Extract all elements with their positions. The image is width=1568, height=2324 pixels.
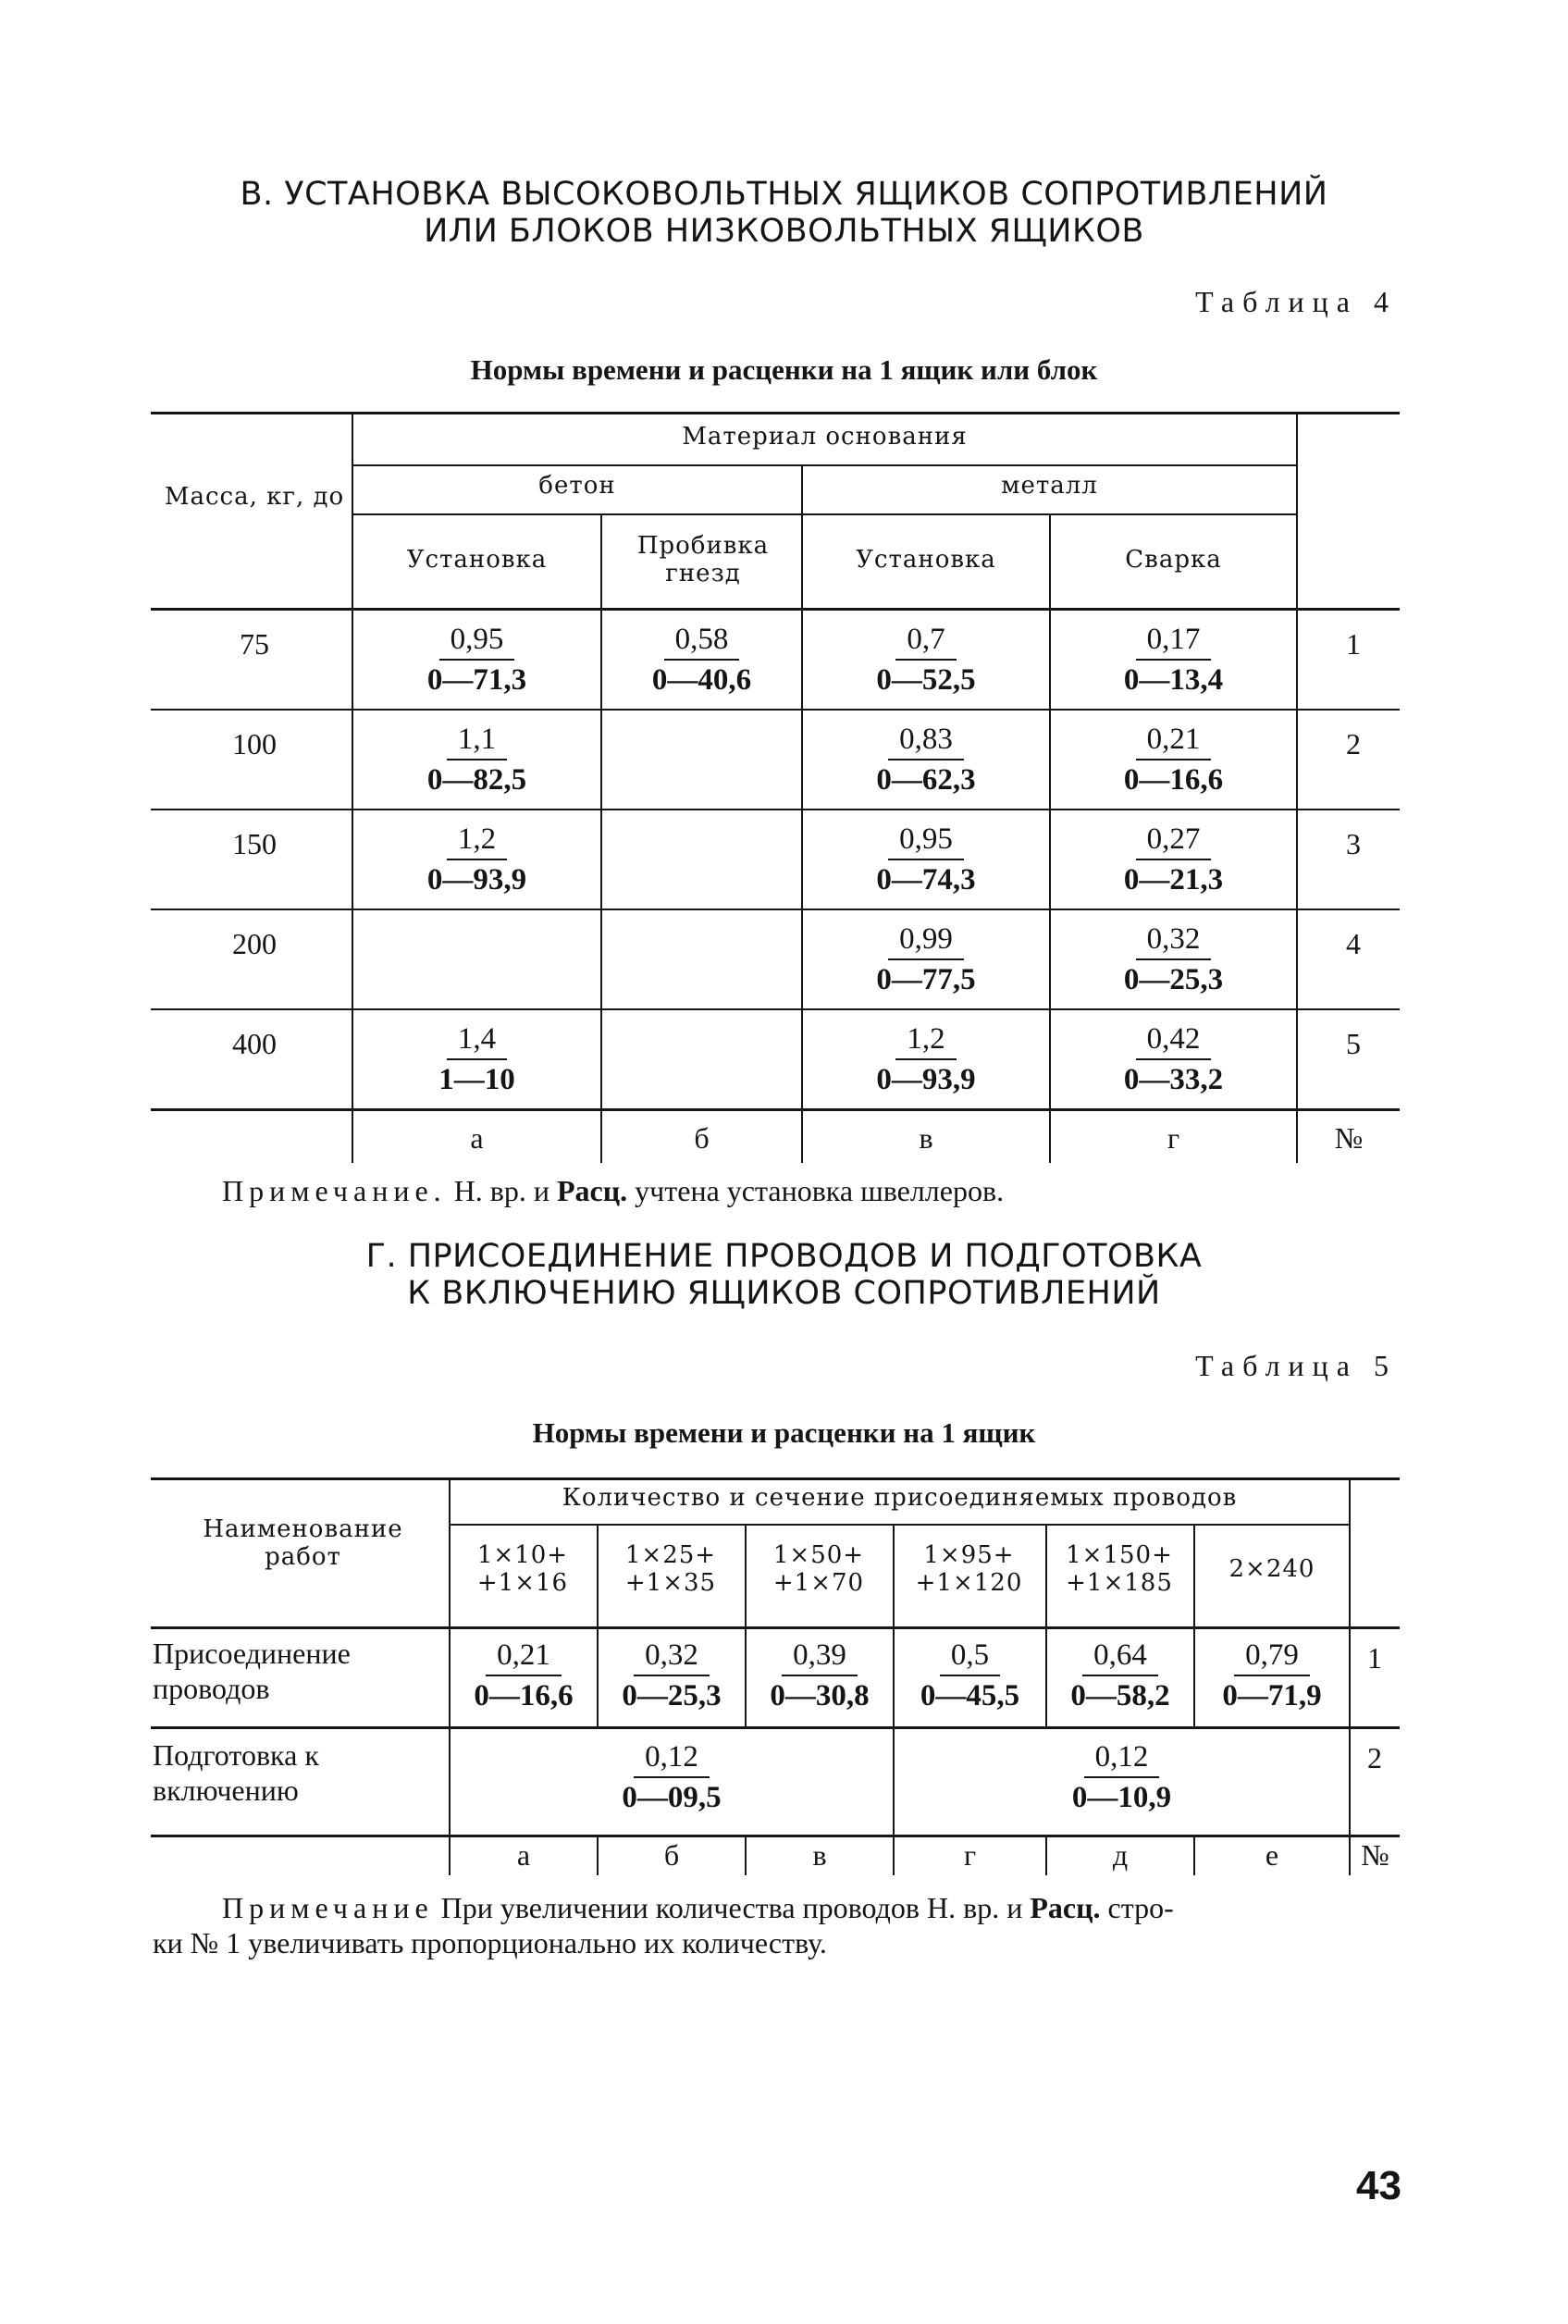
row-name: Присоединение проводов xyxy=(153,1637,351,1705)
rate-den: 0—93,9 xyxy=(876,1063,976,1096)
footer-letter: а xyxy=(516,1838,531,1872)
table-5-note xyxy=(222,1890,1174,1925)
rate-num: 0,64 xyxy=(1082,1638,1158,1676)
rate-num: 0,17 xyxy=(1136,622,1212,661)
rate-cell xyxy=(803,1021,1049,1099)
row-number: 3 xyxy=(1346,827,1361,860)
rate-den: 0—16,6 xyxy=(474,1679,574,1712)
note-text: При увеличении количества проводов Н. вр. и xyxy=(440,1891,1023,1924)
rate-den: 0—16,6 xyxy=(1123,763,1224,797)
rate-den: 0—33,2 xyxy=(1123,1063,1224,1096)
section-v-heading xyxy=(0,176,1568,250)
rate-den: 0—82,5 xyxy=(426,763,527,797)
col-ustanovka-metall: Установка xyxy=(856,546,996,574)
row-number: 5 xyxy=(1346,1027,1361,1060)
col-name-header: Наименование работ xyxy=(203,1515,403,1571)
rate-cell xyxy=(451,1739,893,1817)
rate-num: 0,58 xyxy=(664,622,740,661)
rate-num: 1,2 xyxy=(895,1021,956,1060)
rate-cell xyxy=(599,1638,745,1715)
rate-num: 0,7 xyxy=(895,622,956,661)
rate-den: 0—10,9 xyxy=(1071,1781,1172,1814)
mass-cell: 100 xyxy=(232,727,277,760)
footer-letter: б xyxy=(694,1121,710,1155)
mass-cell: 75 xyxy=(240,627,269,661)
rate-cell xyxy=(602,622,801,699)
footer-letter: в xyxy=(919,1121,933,1155)
rate-cell xyxy=(353,722,600,799)
rate-den: 0—71,9 xyxy=(1222,1679,1322,1712)
rate-cell xyxy=(895,1638,1045,1715)
col-ustanovka-beton: Установка xyxy=(406,546,548,574)
col-wire-2: 1×25+ +1×35 xyxy=(624,1541,717,1597)
col-svarka: Сварка xyxy=(1125,546,1222,574)
rate-num: 0,99 xyxy=(888,921,964,960)
rate-cell xyxy=(803,622,1049,699)
heading-line: ИЛИ БЛОКОВ НИЗКОВОЛЬТНЫХ ЯЩИКОВ xyxy=(424,213,1144,250)
row-number: 2 xyxy=(1346,727,1361,760)
rate-cell xyxy=(803,822,1049,899)
rate-cell xyxy=(803,921,1049,999)
row-number: 1 xyxy=(1367,1641,1382,1675)
col-wire-3: 1×50+ +1×70 xyxy=(772,1541,865,1597)
rate-cell xyxy=(747,1638,893,1715)
table-5-label: Таблица 5 xyxy=(1195,1349,1397,1382)
rate-num: 0,21 xyxy=(486,1638,562,1676)
rate-den: 0—09,5 xyxy=(622,1781,722,1814)
footer-number-sign: № xyxy=(1334,1121,1364,1155)
rate-cell xyxy=(803,722,1049,799)
rate-num: 0,32 xyxy=(634,1638,710,1676)
row-number: 1 xyxy=(1346,627,1361,661)
rate-den: 0—58,2 xyxy=(1070,1679,1170,1712)
note-text: Н. вр. и xyxy=(453,1174,549,1207)
footer-letter: г xyxy=(1167,1121,1180,1155)
rate-cell xyxy=(451,1638,597,1715)
rate-cell xyxy=(895,1739,1349,1817)
footer-letter: д xyxy=(1112,1838,1129,1872)
rate-den: 1—10 xyxy=(438,1063,515,1096)
rate-num: 0,42 xyxy=(1136,1021,1212,1060)
footer-number-sign: № xyxy=(1361,1838,1389,1872)
heading-line: В. УСТАНОВКА ВЫСОКОВОЛЬТНЫХ ЯЩИКОВ СОПРОТИВЛЕНИЙ xyxy=(240,176,1328,213)
rate-num: 0,21 xyxy=(1136,722,1212,760)
rate-cell xyxy=(1051,722,1296,799)
col-wire-1: 1×10+ +1×16 xyxy=(476,1541,569,1597)
rate-cell xyxy=(1195,1638,1349,1715)
footer-letter: г xyxy=(963,1838,977,1872)
rate-num: 0,12 xyxy=(634,1739,710,1778)
mass-cell: 150 xyxy=(232,827,277,860)
rate-den: 0—25,3 xyxy=(622,1679,722,1712)
table-4-caption: Нормы времени и расценки на 1 ящик или блок xyxy=(470,353,1098,386)
col-wire-4: 1×95+ +1×120 xyxy=(915,1541,1023,1597)
rate-num: 1,1 xyxy=(447,722,507,760)
heading-line: Г. ПРИСОЕДИНЕНИЕ ПРОВОДОВ И ПОДГОТОВКА xyxy=(365,1238,1203,1275)
section-g-heading xyxy=(0,1238,1568,1312)
rate-den: 0—30,8 xyxy=(770,1679,870,1712)
col-mass-header: Масса, кг, до xyxy=(164,483,345,511)
rate-num: 0,12 xyxy=(1084,1739,1160,1778)
rate-den: 0—93,9 xyxy=(426,863,527,896)
note-bold: Расц. xyxy=(556,1174,628,1207)
rate-cell xyxy=(353,822,600,899)
heading-line: К ВКЛЮЧЕНИЮ ЯЩИКОВ СОПРОТИВЛЕНИЙ xyxy=(407,1275,1161,1312)
rate-cell xyxy=(1051,1021,1296,1099)
rate-cell xyxy=(1047,1638,1193,1715)
row-name: Подготовка к включению xyxy=(153,1738,319,1807)
page-number: 43 xyxy=(1356,2163,1401,2208)
footer-letter: в xyxy=(812,1838,827,1872)
rate-cell xyxy=(1051,622,1296,699)
rate-den: 0—74,3 xyxy=(876,863,976,896)
rate-den: 0—40,6 xyxy=(651,663,752,697)
note-text: стро- xyxy=(1107,1891,1174,1924)
table-4-label: Таблица 4 xyxy=(1195,285,1397,318)
group-metall-header: металл xyxy=(1001,472,1098,500)
note-label: Примечание xyxy=(222,1891,434,1924)
note-bold: Расц. xyxy=(1030,1891,1101,1924)
rate-den: 0—25,3 xyxy=(1123,963,1224,996)
col-wire-5: 1×150+ +1×185 xyxy=(1066,1541,1173,1597)
rate-cell xyxy=(353,1021,600,1099)
group-beton-header: бетон xyxy=(538,472,616,500)
rate-num: 0,27 xyxy=(1136,822,1212,860)
col-wire-6: 2×240 xyxy=(1228,1555,1315,1583)
rate-num: 0,83 xyxy=(888,722,964,760)
rate-den: 0—45,5 xyxy=(920,1679,1020,1712)
rate-cell xyxy=(1051,822,1296,899)
rate-num: 0,39 xyxy=(782,1638,858,1676)
footer-letter: е xyxy=(1265,1838,1279,1872)
wires-group-header: Количество и сечение присоединяемых проводов xyxy=(562,1484,1238,1512)
rate-num: 1,2 xyxy=(447,822,507,860)
material-header: Материал основания xyxy=(682,423,968,451)
row-number: 2 xyxy=(1367,1741,1382,1774)
footer-letter: б xyxy=(663,1838,680,1872)
rate-cell xyxy=(353,622,600,699)
rate-den: 0—52,5 xyxy=(876,663,976,697)
col-probivka: Пробивка гнезд xyxy=(636,532,770,587)
rate-den: 0—13,4 xyxy=(1123,663,1224,697)
rate-den: 0—77,5 xyxy=(876,963,976,996)
rate-num: 0,95 xyxy=(439,622,515,661)
rate-num: 0,95 xyxy=(888,822,964,860)
rate-num: 0,5 xyxy=(940,1638,1000,1676)
footer-letter: а xyxy=(470,1121,484,1155)
rate-den: 0—62,3 xyxy=(876,763,976,797)
mass-cell: 400 xyxy=(232,1027,277,1060)
note-text: учтена установка швеллеров. xyxy=(635,1174,1005,1207)
table-5-note-line2: ки № 1 увеличивать пропорционально их количеству. xyxy=(153,1926,827,1959)
note-label: Примечание. xyxy=(222,1174,447,1207)
table-4-note xyxy=(222,1173,1004,1208)
rate-den: 0—21,3 xyxy=(1123,863,1224,896)
rate-den: 0—71,3 xyxy=(426,663,527,697)
rate-num: 0,79 xyxy=(1234,1638,1310,1676)
mass-cell: 200 xyxy=(232,927,277,960)
rate-num: 0,32 xyxy=(1136,921,1212,960)
rate-num: 1,4 xyxy=(447,1021,507,1060)
table-5-caption: Нормы времени и расценки на 1 ящик xyxy=(532,1416,1036,1449)
row-number: 4 xyxy=(1346,927,1361,960)
rate-cell xyxy=(1051,921,1296,999)
